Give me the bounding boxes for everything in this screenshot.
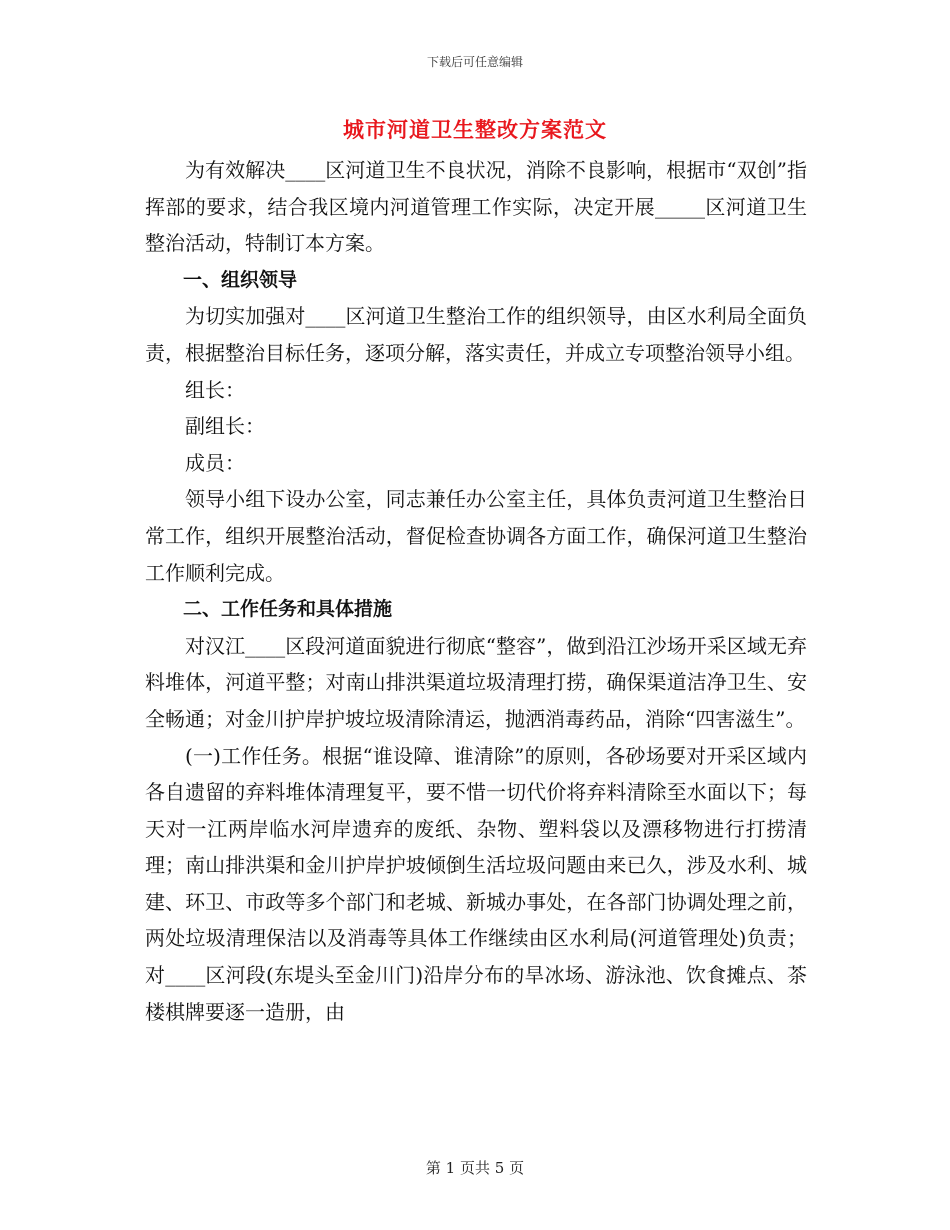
section-heading-organization: 一、组织领导 bbox=[183, 268, 298, 291]
page-footer-page-number: 第 1 页共 5 页 bbox=[425, 1159, 525, 1177]
page-header-note: 下载后可任意编辑 bbox=[426, 55, 523, 69]
tasks-detail-paragraph: (一)工作任务。根据“谁设障、谁清除”的原则，各砂场要对开采区域内各自遗留的弃料堆体清理复平，要不惜一切代价将弃料清除至水面以下；每天对一江两岸临水河岸遗弃的废纸、杂物、塑料袋以及漂移物进行打捞清理；南山排洪渠和金川护岸护坡倾倒生活垃圾问题由来已久，涉及水利、城建、环卫、市政等多个部门和老城、新城办事处，在各部门协调处理之前，两处垃圾清理保洁以及消毒等具体工作继续由区水利局(河道管理处)负责；对____区河段(东堤头至金川门)沿岸分布的旱冰场、游泳池、饮食摊点、茶楼棋牌要逐一造册，由 bbox=[145, 743, 807, 1024]
deputy-leader-line: 副组长： bbox=[185, 414, 265, 439]
document-title: 城市河道卫生整改方案范文 bbox=[343, 117, 607, 142]
organization-paragraph: 为切实加强对____区河道卫生整治工作的组织领导，由区水利局全面负责，根据整治目标任务，逐项分解，落实责任，并成立专项整治领导小组。 bbox=[145, 304, 807, 365]
team-leader-line: 组长： bbox=[185, 377, 245, 402]
intro-paragraph: 为有效解决____区河道卫生不良状况，消除不良影响，根据市“双创”指挥部的要求，结合我区境内河道管理工作实际，决定开展_____区河道卫生整治活动，特制订本方案。 bbox=[145, 158, 807, 256]
section-heading-tasks: 二、工作任务和具体措施 bbox=[183, 598, 393, 621]
members-line: 成员： bbox=[185, 450, 245, 475]
tasks-overview-paragraph: 对汉江____区段河道面貌进行彻底“整容”，做到沿江沙场开采区域无弃料堆体，河道平整；对南山排洪渠道垃圾清理打捞，确保渠道洁净卫生、安全畅通；对金川护岸护坡垃圾清除清运，抛洒消毒药品，消除“四害滋生”。 bbox=[145, 633, 807, 731]
document-body bbox=[145, 152, 807, 1030]
office-paragraph: 领导小组下设办公室，同志兼任办公室主任，具体负责河道卫生整治日常工作，组织开展整治活动，督促检查协调各方面工作，确保河道卫生整治工作顺利完成。 bbox=[145, 487, 807, 585]
